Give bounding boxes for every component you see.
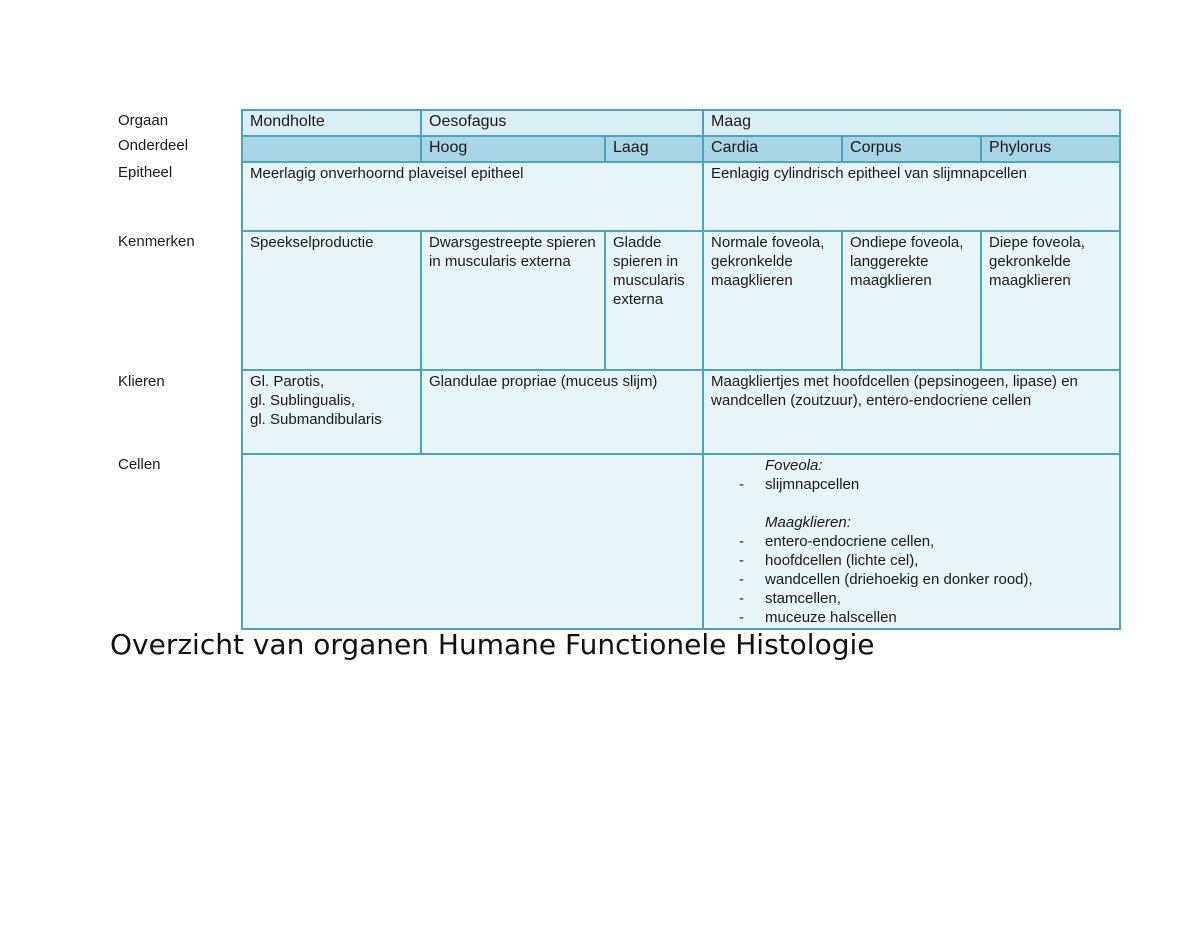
row-label-cellen: Cellen xyxy=(118,456,161,473)
epitheel-maag: Eenlagig cylindrisch epitheel van slijmnapcellen xyxy=(703,162,1120,231)
row-label-epitheel: Epitheel xyxy=(118,164,173,181)
maagklieren-heading: Maagklieren: xyxy=(765,514,851,531)
cellen-mond-oesofagus xyxy=(242,454,703,629)
organ-oesofagus: Oesofagus xyxy=(421,110,703,136)
cellen-row xyxy=(242,454,1120,629)
part-mondholte xyxy=(242,136,421,162)
histology-table xyxy=(241,109,1121,630)
foveola-heading: Foveola: xyxy=(765,457,823,474)
klieren-mondholte-line: Gl. Parotis, xyxy=(250,373,325,390)
list-gap xyxy=(711,494,1112,513)
organ-mondholte: Mondholte xyxy=(242,110,421,136)
document-title: Overzicht van organen Humane Functionele Histologie xyxy=(110,628,875,661)
kenmerken-phylorus: Diepe foveola, gekronkelde maagklieren xyxy=(981,231,1120,370)
cellen-maag-list xyxy=(711,456,1112,627)
list-item: - wandcellen (driehoekig en donker rood), xyxy=(711,570,1112,589)
organ-maag: Maag xyxy=(703,110,1120,136)
row-label-klieren: Klieren xyxy=(118,373,165,390)
kenmerken-oesofagus-hoog: Dwarsgestreepte spieren in muscularis externa xyxy=(421,231,605,370)
list-item: - entero-endocriene cellen, xyxy=(711,532,1112,551)
kenmerken-row xyxy=(242,231,1120,370)
part-maag-cardia: Cardia xyxy=(703,136,842,162)
list-item: - muceuze halscellen xyxy=(711,608,1112,627)
klieren-mondholte xyxy=(242,370,421,454)
kenmerken-oesofagus-laag: Gladde spieren in muscularis externa xyxy=(605,231,703,370)
klieren-mondholte-line: gl. Submandibularis xyxy=(250,411,382,428)
part-maag-phylorus: Phylorus xyxy=(981,136,1120,162)
list-item: - hoofdcellen (lichte cel), xyxy=(711,551,1112,570)
part-oesofagus-laag: Laag xyxy=(605,136,703,162)
part-maag-corpus: Corpus xyxy=(842,136,981,162)
row-label-orgaan: Orgaan xyxy=(118,112,169,129)
row-label-kenmerken: Kenmerken xyxy=(118,233,195,250)
part-oesofagus-hoog: Hoog xyxy=(421,136,605,162)
list-item: - stamcellen, xyxy=(711,589,1112,608)
kenmerken-mondholte: Speekselproductie xyxy=(242,231,421,370)
epitheel-row xyxy=(242,162,1120,231)
klieren-maag: Maagkliertjes met hoofdcellen (pepsinogeen, lipase) en wandcellen (zoutzuur), entero-endocriene cellen xyxy=(703,370,1120,454)
klieren-oesofagus: Glandulae propriae (muceus slijm) xyxy=(421,370,703,454)
cellen-maag xyxy=(703,454,1120,629)
klieren-mondholte-line: gl. Sublingualis, xyxy=(250,392,356,409)
list-item: - slijmnapcellen xyxy=(711,475,1112,494)
epitheel-mond-oesofagus: Meerlagig onverhoornd plaveisel epitheel xyxy=(242,162,703,231)
part-row xyxy=(242,136,1120,162)
kenmerken-cardia: Normale foveola, gekronkelde maagklieren xyxy=(703,231,842,370)
row-label-onderdeel: Onderdeel xyxy=(118,137,189,154)
kenmerken-corpus: Ondiepe foveola, langgerekte maagklieren xyxy=(842,231,981,370)
klieren-row xyxy=(242,370,1120,454)
organ-row xyxy=(242,110,1120,136)
